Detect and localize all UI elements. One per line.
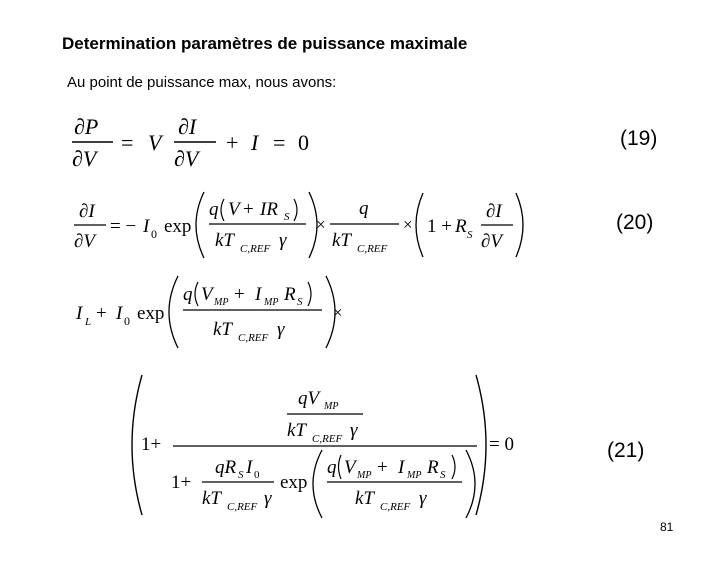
svg-text:exp: exp xyxy=(280,472,308,493)
svg-text:γ: γ xyxy=(277,319,285,340)
svg-text:∂I: ∂I xyxy=(178,114,197,139)
svg-text:kT: kT xyxy=(355,488,374,509)
svg-text:V: V xyxy=(148,130,162,155)
svg-text:kT: kT xyxy=(287,420,306,441)
svg-text:I: I xyxy=(143,216,150,237)
equation-label-19: (19) xyxy=(620,127,658,150)
svg-text:+: + xyxy=(377,457,388,478)
slide-title: Determination paramètres de puissance maximale xyxy=(62,34,468,53)
equation-20-continuation xyxy=(75,276,343,348)
svg-text:0: 0 xyxy=(124,314,130,328)
svg-text:0: 0 xyxy=(298,130,309,155)
svg-text:0: 0 xyxy=(254,469,260,481)
svg-text:×: × xyxy=(333,303,343,322)
equation-20 xyxy=(74,192,523,258)
svg-text:qR: qR xyxy=(215,457,237,478)
svg-text:S: S xyxy=(238,469,244,481)
svg-text:C,REF: C,REF xyxy=(227,501,258,513)
svg-text:MP: MP xyxy=(264,297,279,308)
svg-text:γ: γ xyxy=(264,488,272,509)
svg-text:S: S xyxy=(440,469,446,481)
svg-text:γ: γ xyxy=(350,420,358,441)
svg-text:+: + xyxy=(226,130,239,155)
svg-text:S: S xyxy=(297,296,303,308)
svg-text:MP: MP xyxy=(357,470,372,481)
svg-text:=: = xyxy=(121,130,134,155)
svg-text:I: I xyxy=(255,284,262,305)
svg-text:MP: MP xyxy=(407,470,422,481)
svg-text:S: S xyxy=(467,229,473,241)
svg-text:∂V: ∂V xyxy=(74,231,95,252)
svg-text:V: V xyxy=(201,284,213,305)
svg-text:C,REF: C,REF xyxy=(380,501,411,513)
svg-text:S: S xyxy=(284,211,290,223)
svg-text:=: = xyxy=(273,130,286,155)
svg-text:L: L xyxy=(85,316,92,328)
equation-19 xyxy=(72,114,309,171)
svg-text:1+: 1+ xyxy=(141,434,162,455)
svg-text:I: I xyxy=(116,303,123,324)
svg-text:q: q xyxy=(209,199,219,220)
svg-text:kT: kT xyxy=(215,230,234,251)
svg-text:×: × xyxy=(316,215,326,234)
svg-text:= 0: = 0 xyxy=(489,434,514,455)
svg-text:1 +: 1 + xyxy=(427,216,452,237)
svg-text:∂I: ∂I xyxy=(486,201,502,222)
svg-text:MP: MP xyxy=(214,297,229,308)
svg-text:I: I xyxy=(76,303,83,324)
svg-text:I: I xyxy=(251,130,259,155)
svg-text:1+: 1+ xyxy=(171,472,192,493)
svg-text:exp: exp xyxy=(137,303,165,324)
svg-text:+: + xyxy=(243,199,254,220)
svg-text:∂V: ∂V xyxy=(174,146,199,171)
svg-text:γ: γ xyxy=(419,488,427,509)
svg-text:R: R xyxy=(427,457,439,478)
svg-text:∂V: ∂V xyxy=(481,231,502,252)
svg-text:I: I xyxy=(246,457,253,478)
svg-text:kT: kT xyxy=(213,319,232,340)
svg-text:I: I xyxy=(398,457,405,478)
svg-text:∂I: ∂I xyxy=(79,201,95,222)
equation-label-20: (20) xyxy=(616,211,654,234)
slide-subtitle: Au point de puissance max, nous avons: xyxy=(67,74,337,91)
svg-text:q: q xyxy=(359,198,369,219)
svg-text:C,REF: C,REF xyxy=(240,243,271,255)
svg-text:C,REF: C,REF xyxy=(238,332,269,344)
svg-text:qV: qV xyxy=(298,388,320,409)
equation-21 xyxy=(132,375,514,518)
svg-text:exp: exp xyxy=(164,216,192,237)
svg-text:R: R xyxy=(455,216,467,237)
svg-text:kT: kT xyxy=(332,230,351,251)
svg-text:+: + xyxy=(96,303,107,324)
svg-text:q: q xyxy=(327,457,337,478)
svg-text:+: + xyxy=(234,284,245,305)
svg-text:∂P: ∂P xyxy=(74,114,99,139)
svg-text:IR: IR xyxy=(260,199,278,220)
svg-text:0: 0 xyxy=(151,227,157,241)
equation-label-21: (21) xyxy=(607,439,645,462)
svg-text:q: q xyxy=(183,284,193,305)
svg-text:V: V xyxy=(344,457,356,478)
svg-text:∂V: ∂V xyxy=(72,146,97,171)
svg-text:kT: kT xyxy=(202,488,221,509)
page-number: 81 xyxy=(660,520,674,534)
svg-text:C,REF: C,REF xyxy=(357,243,388,255)
svg-text:γ: γ xyxy=(279,230,287,251)
svg-text:= −: = − xyxy=(110,216,137,237)
svg-text:C,REF: C,REF xyxy=(312,433,343,445)
svg-text:V: V xyxy=(228,199,240,220)
svg-text:MP: MP xyxy=(324,401,339,412)
svg-text:R: R xyxy=(284,284,296,305)
svg-text:×: × xyxy=(403,215,413,234)
